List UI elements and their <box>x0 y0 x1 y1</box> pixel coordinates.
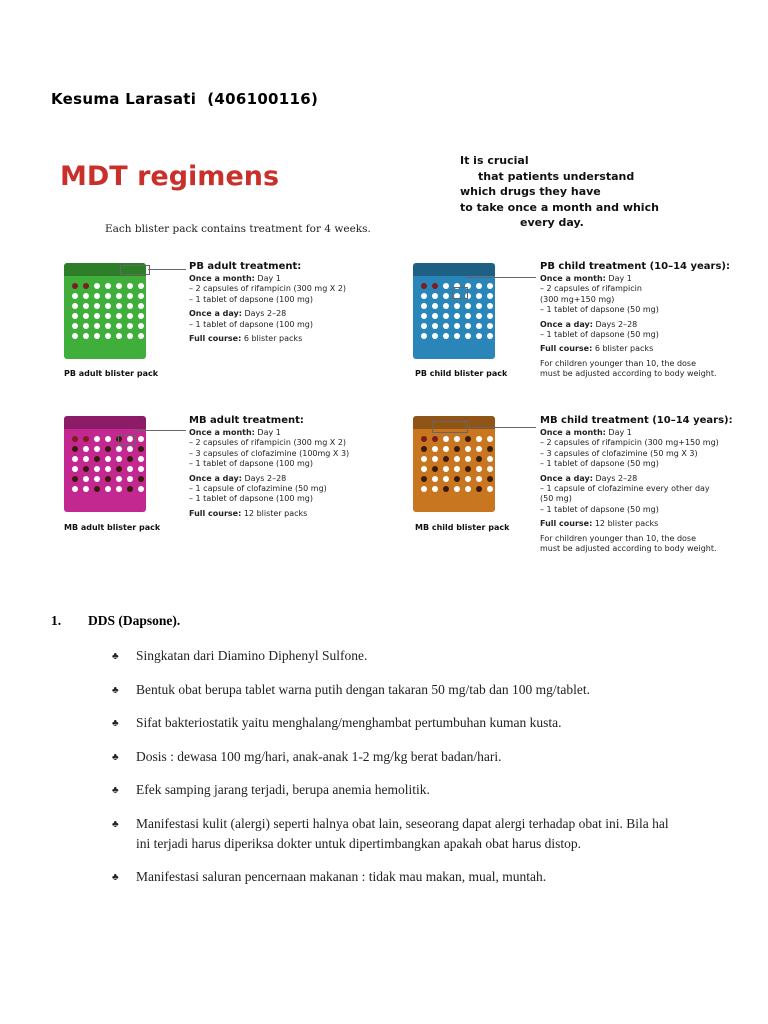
pill-icon <box>83 446 89 452</box>
pill-icon <box>94 486 100 492</box>
pill-icon <box>72 456 78 462</box>
once-a-day-line <box>540 320 730 330</box>
mb-adult-treatment <box>189 414 389 519</box>
pill-icon <box>94 436 100 442</box>
pill-icon <box>127 486 133 492</box>
list-item <box>112 680 672 702</box>
pill-icon <box>476 313 482 319</box>
once-a-month-label: Once a month: <box>540 274 606 283</box>
once-a-month-value: Day 1 <box>605 274 632 283</box>
crucial-note-line: It is crucial <box>460 154 529 167</box>
pill-icon <box>432 456 438 462</box>
monthly-dose-item: – 3 capsules of clofazimine (100mg X 3) <box>189 448 350 458</box>
pill-icon <box>83 466 89 472</box>
pill-icon <box>127 446 133 452</box>
pill-icon <box>421 283 427 289</box>
pill-icon <box>421 333 427 339</box>
pill-icon <box>116 446 122 452</box>
daily-dose-item: (50 mg) <box>540 494 572 504</box>
full-course-label: Full course: <box>540 344 593 354</box>
crucial-note-line: to take once a month and which <box>460 200 659 214</box>
pill-icon <box>421 476 427 482</box>
pb-child-callout <box>452 287 468 299</box>
pill-icon <box>432 476 438 482</box>
pill-icon <box>94 446 100 452</box>
pack-top-strip <box>64 416 146 429</box>
pill-grid <box>72 283 138 339</box>
pb-adult-callout <box>120 265 150 275</box>
pill-icon <box>83 313 89 319</box>
pill-icon <box>487 293 493 299</box>
age-note-line: must be adjusted according to body weight. <box>540 544 717 554</box>
club-bullet-icon: ♣ <box>112 871 119 883</box>
age-note-line: For children younger than 10, the dose <box>540 358 697 368</box>
pill-icon <box>138 303 144 309</box>
pill-icon <box>421 456 427 462</box>
pill-icon <box>487 333 493 339</box>
pill-icon <box>83 456 89 462</box>
once-a-day-label: Once a day: <box>189 309 242 319</box>
mb-child-callout <box>432 421 468 433</box>
once-a-month-value: Day 1 <box>605 428 632 437</box>
pill-icon <box>465 436 471 442</box>
monthly-dose-item: – 2 capsules of rifampicin (300 mg X 2) <box>189 284 347 294</box>
list-item-text: Dosis : dewasa 100 mg/hari, anak-anak 1-2 mg/kg berat badan/hari. <box>136 748 502 764</box>
pill-icon <box>83 436 89 442</box>
pill-icon <box>465 303 471 309</box>
pill-icon <box>443 476 449 482</box>
pill-icon <box>72 466 78 472</box>
pill-icon <box>105 323 111 329</box>
pill-icon <box>138 446 144 452</box>
pill-icon <box>127 466 133 472</box>
list-item-text: Manifestasi saluran pencernaan makanan : tidak mau makan, mual, muntah. <box>136 868 547 884</box>
pill-icon <box>83 476 89 482</box>
pill-icon <box>105 476 111 482</box>
mdt-regimens-figure <box>40 145 733 575</box>
pill-icon <box>421 436 427 442</box>
daily-dose-item: – 1 tablet of dapsone (100 mg) <box>189 319 313 329</box>
monthly-dose-item: (300 mg+150 mg) <box>540 294 615 304</box>
pill-icon <box>94 466 100 472</box>
pill-icon <box>138 436 144 442</box>
pill-icon <box>454 486 460 492</box>
once-a-day-line <box>540 474 730 484</box>
pill-icon <box>432 323 438 329</box>
once-a-month-line <box>540 428 730 438</box>
pill-icon <box>432 293 438 299</box>
club-bullet-icon: ♣ <box>112 785 119 796</box>
pill-icon <box>443 293 449 299</box>
once-a-day-label: Once a day: <box>540 319 593 329</box>
pill-icon <box>116 486 122 492</box>
pill-icon <box>127 476 133 482</box>
pill-icon <box>443 436 449 442</box>
pill-icon <box>432 303 438 309</box>
pill-icon <box>83 486 89 492</box>
pill-icon <box>72 446 78 452</box>
pill-icon <box>138 293 144 299</box>
pill-icon <box>443 283 449 289</box>
pill-icon <box>476 466 482 472</box>
daily-dose-item: – 1 tablet of dapsone (100 mg) <box>189 494 313 504</box>
crucial-note-line: every day. <box>520 216 584 229</box>
full-course-label: Full course: <box>189 334 242 344</box>
pill-icon <box>116 313 122 319</box>
monthly-dose-item: – 2 capsules of rifampicin <box>540 284 642 294</box>
section-number: 1. <box>51 613 62 628</box>
pill-icon <box>127 333 133 339</box>
pill-icon <box>105 293 111 299</box>
pill-icon <box>72 313 78 319</box>
pill-icon <box>454 476 460 482</box>
pill-icon <box>116 456 122 462</box>
pill-icon <box>83 323 89 329</box>
crucial-note-line: that patients understand <box>478 169 635 183</box>
once-a-month-value: Day 1 <box>254 428 281 437</box>
club-bullet-icon: ♣ <box>112 751 119 763</box>
pill-icon <box>454 323 460 329</box>
age-note-line: must be adjusted according to body weight. <box>540 369 717 379</box>
crucial-note-line: which drugs they have <box>460 185 601 198</box>
list-item <box>112 814 672 855</box>
monthly-dose-item: – 1 tablet of dapsone (50 mg) <box>540 305 659 315</box>
pill-icon <box>443 446 449 452</box>
full-course-value: 12 blister packs <box>592 519 659 529</box>
pill-icon <box>127 323 133 329</box>
once-a-day-value: Days 2–28 <box>592 473 638 483</box>
pill-icon <box>454 333 460 339</box>
pill-icon <box>83 293 89 299</box>
pill-icon <box>105 333 111 339</box>
pill-icon <box>476 436 482 442</box>
pill-icon <box>116 293 122 299</box>
pill-icon <box>432 436 438 442</box>
pill-icon <box>465 446 471 452</box>
daily-dose-item: – 1 tablet of dapsone (50 mg) <box>540 504 659 514</box>
pb-adult-treatment <box>189 260 389 344</box>
mb-child-callout-line <box>466 427 536 428</box>
full-course-line <box>189 509 389 519</box>
pill-icon <box>116 466 122 472</box>
list-item-text: Efek samping jarang terjadi, berupa anemia hemolitik. <box>136 782 430 797</box>
pill-icon <box>421 446 427 452</box>
pb-child-callout-line <box>466 277 536 278</box>
pill-icon <box>116 283 122 289</box>
pill-icon <box>94 283 100 289</box>
pill-icon <box>127 303 133 309</box>
pill-icon <box>105 436 111 442</box>
pill-icon <box>487 436 493 442</box>
full-course-line <box>540 344 730 354</box>
pill-icon <box>443 333 449 339</box>
pill-icon <box>83 333 89 339</box>
mb-adult-pack-label: MB adult blister pack <box>64 523 161 532</box>
pill-icon <box>138 333 144 339</box>
daily-dose-item: – 1 tablet of dapsone (50 mg) <box>540 330 659 340</box>
pill-icon <box>465 466 471 472</box>
pill-icon <box>487 323 493 329</box>
monthly-dose-item: – 1 tablet of dapsone (100 mg) <box>189 459 313 469</box>
pill-icon <box>421 313 427 319</box>
pill-icon <box>487 456 493 462</box>
club-bullet-icon: ♣ <box>112 684 119 696</box>
pill-icon <box>476 456 482 462</box>
list-item-text: Sifat bakteriostatik yaitu menghalang/menghambat pertumbuhan kuman kusta. <box>136 715 562 730</box>
full-course-line <box>540 519 730 529</box>
pack-top-strip <box>413 263 495 276</box>
pill-icon <box>72 436 78 442</box>
pill-icon <box>443 456 449 462</box>
full-course-label: Full course: <box>540 519 593 529</box>
pill-icon <box>476 476 482 482</box>
pill-icon <box>487 466 493 472</box>
once-a-day-line <box>189 309 389 319</box>
pill-icon <box>138 313 144 319</box>
list-item <box>112 780 672 802</box>
pill-icon <box>465 456 471 462</box>
pill-icon <box>94 293 100 299</box>
pill-icon <box>72 293 78 299</box>
full-course-line <box>189 334 389 344</box>
pb-adult-callout-line <box>148 269 186 270</box>
pill-icon <box>432 466 438 472</box>
pill-icon <box>443 303 449 309</box>
once-a-day-label: Once a day: <box>540 473 593 483</box>
list-item-text: Singkatan dari Diamino Diphenyl Sulfone. <box>136 648 368 663</box>
pill-icon <box>454 313 460 319</box>
pill-icon <box>138 283 144 289</box>
pill-icon <box>487 313 493 319</box>
pill-icon <box>138 456 144 462</box>
pill-icon <box>432 446 438 452</box>
full-course-value: 6 blister packs <box>241 334 303 344</box>
pb-adult-blister-pack-image <box>64 263 146 359</box>
author-name: Kesuma Larasati (406100116) <box>51 90 319 108</box>
full-course-label: Full course: <box>189 508 242 518</box>
once-a-day-value: Days 2–28 <box>241 473 287 483</box>
list-item <box>112 747 672 769</box>
pill-icon <box>105 446 111 452</box>
pill-icon <box>94 333 100 339</box>
crucial-note <box>460 153 670 231</box>
pill-icon <box>127 456 133 462</box>
once-a-month-value: Day 1 <box>254 274 281 283</box>
daily-dose-item: – 1 capsule of clofazimine every other day <box>540 484 710 494</box>
pill-icon <box>127 313 133 319</box>
pill-icon <box>476 486 482 492</box>
pill-icon <box>421 486 427 492</box>
pill-icon <box>476 293 482 299</box>
pill-icon <box>138 486 144 492</box>
monthly-dose-item: – 2 capsules of rifampicin (300 mg X 2) <box>189 438 347 448</box>
pill-icon <box>432 313 438 319</box>
pill-icon <box>105 486 111 492</box>
full-course-value: 12 blister packs <box>241 508 308 518</box>
pill-icon <box>432 486 438 492</box>
once-a-month-label: Once a month: <box>189 428 255 437</box>
once-a-day-value: Days 2–28 <box>241 309 287 319</box>
pill-icon <box>83 303 89 309</box>
pill-icon <box>127 293 133 299</box>
list-item <box>112 646 672 668</box>
section-title: DDS (Dapsone). <box>88 613 181 628</box>
pill-icon <box>94 323 100 329</box>
mb-child-heading: MB child treatment (10–14 years): <box>540 415 733 426</box>
pill-icon <box>454 446 460 452</box>
pill-icon <box>476 446 482 452</box>
pill-icon <box>421 293 427 299</box>
pill-icon <box>432 283 438 289</box>
pill-icon <box>94 303 100 309</box>
mb-adult-heading: MB adult treatment: <box>189 415 304 426</box>
pill-icon <box>454 436 460 442</box>
pill-icon <box>487 303 493 309</box>
pill-icon <box>94 313 100 319</box>
pill-icon <box>476 303 482 309</box>
once-a-month-line <box>189 274 389 284</box>
pill-icon <box>421 466 427 472</box>
pill-icon <box>465 333 471 339</box>
pill-icon <box>105 313 111 319</box>
full-course-value: 6 blister packs <box>592 344 654 354</box>
pill-icon <box>476 333 482 339</box>
monthly-dose-item: – 1 tablet of dapsone (100 mg) <box>189 294 313 304</box>
pill-icon <box>105 466 111 472</box>
mb-adult-callout <box>118 435 136 445</box>
list-item <box>112 867 672 889</box>
pill-icon <box>94 456 100 462</box>
pill-icon <box>127 283 133 289</box>
list-item-text: Bentuk obat berupa tablet warna putih dengan takaran 50 mg/tab dan 100 mg/tablet. <box>136 681 590 697</box>
pill-icon <box>72 303 78 309</box>
once-a-month-line <box>189 428 389 438</box>
pill-icon <box>465 486 471 492</box>
pill-icon <box>116 303 122 309</box>
pill-icon <box>116 323 122 329</box>
pill-icon <box>487 476 493 482</box>
mb-child-pack-label: MB child blister pack <box>415 523 510 532</box>
pill-icon <box>487 446 493 452</box>
pill-icon <box>454 303 460 309</box>
pill-grid <box>421 436 487 492</box>
pill-icon <box>72 283 78 289</box>
pill-icon <box>116 476 122 482</box>
age-note-line: For children younger than 10, the dose <box>540 533 697 543</box>
club-bullet-icon: ♣ <box>112 818 119 830</box>
pill-icon <box>421 323 427 329</box>
pill-icon <box>465 323 471 329</box>
pill-icon <box>465 313 471 319</box>
pill-icon <box>443 486 449 492</box>
bullet-list <box>112 646 672 900</box>
club-bullet-icon: ♣ <box>112 651 119 662</box>
pill-icon <box>443 466 449 472</box>
once-a-month-line <box>540 274 730 284</box>
pill-icon <box>138 466 144 472</box>
once-a-day-label: Once a day: <box>189 473 242 483</box>
pb-child-heading: PB child treatment (10–14 years): <box>540 261 730 272</box>
once-a-month-label: Once a month: <box>540 428 606 437</box>
pill-icon <box>105 303 111 309</box>
pb-child-pack-label: PB child blister pack <box>415 369 508 378</box>
pill-icon <box>476 283 482 289</box>
pill-icon <box>105 456 111 462</box>
once-a-day-value: Days 2–28 <box>592 319 638 329</box>
pill-icon <box>465 476 471 482</box>
daily-dose-item: – 1 capsule of clofazimine (50 mg) <box>189 484 327 494</box>
pill-icon <box>94 476 100 482</box>
pill-icon <box>105 283 111 289</box>
pill-icon <box>116 333 122 339</box>
pill-icon <box>443 323 449 329</box>
pill-icon <box>72 476 78 482</box>
pb-adult-pack-label: PB adult blister pack <box>64 369 159 378</box>
figure-title: MDT regimens <box>60 161 280 192</box>
pb-adult-heading: PB adult treatment: <box>189 261 302 272</box>
section-heading <box>51 613 180 629</box>
monthly-dose-item: – 2 capsules of rifampicin (300 mg+150 mg) <box>540 438 719 448</box>
pill-icon <box>443 313 449 319</box>
monthly-dose-item: – 3 capsules of clofazimine (50 mg X 3) <box>540 448 698 458</box>
pill-icon <box>72 333 78 339</box>
pill-icon <box>138 323 144 329</box>
pill-icon <box>72 323 78 329</box>
once-a-month-label: Once a month: <box>189 274 255 283</box>
figure-subtitle: Each blister pack contains treatment for 4 weeks. <box>105 223 371 235</box>
pb-child-treatment <box>540 260 730 380</box>
pill-icon <box>454 456 460 462</box>
mb-child-treatment <box>540 414 733 554</box>
pill-icon <box>432 333 438 339</box>
pill-icon <box>138 476 144 482</box>
list-item-text: Manifestasi kulit (alergi) seperti halnya obat lain, seseorang dapat alergi terhadap obat ini. Bila hal ini terjadi harus diperiksa dokter untuk dipertimbangkan apakah obat harus distop. <box>136 815 669 851</box>
mb-adult-callout-line <box>134 430 186 431</box>
monthly-dose-item: – 1 tablet of dapsone (50 mg) <box>540 459 659 469</box>
pill-icon <box>487 283 493 289</box>
list-item <box>112 713 672 735</box>
pill-icon <box>83 283 89 289</box>
club-bullet-icon: ♣ <box>112 718 119 729</box>
pill-icon <box>421 303 427 309</box>
pill-icon <box>487 486 493 492</box>
pill-icon <box>454 466 460 472</box>
pill-icon <box>476 323 482 329</box>
pill-icon <box>72 486 78 492</box>
once-a-day-line <box>189 474 389 484</box>
